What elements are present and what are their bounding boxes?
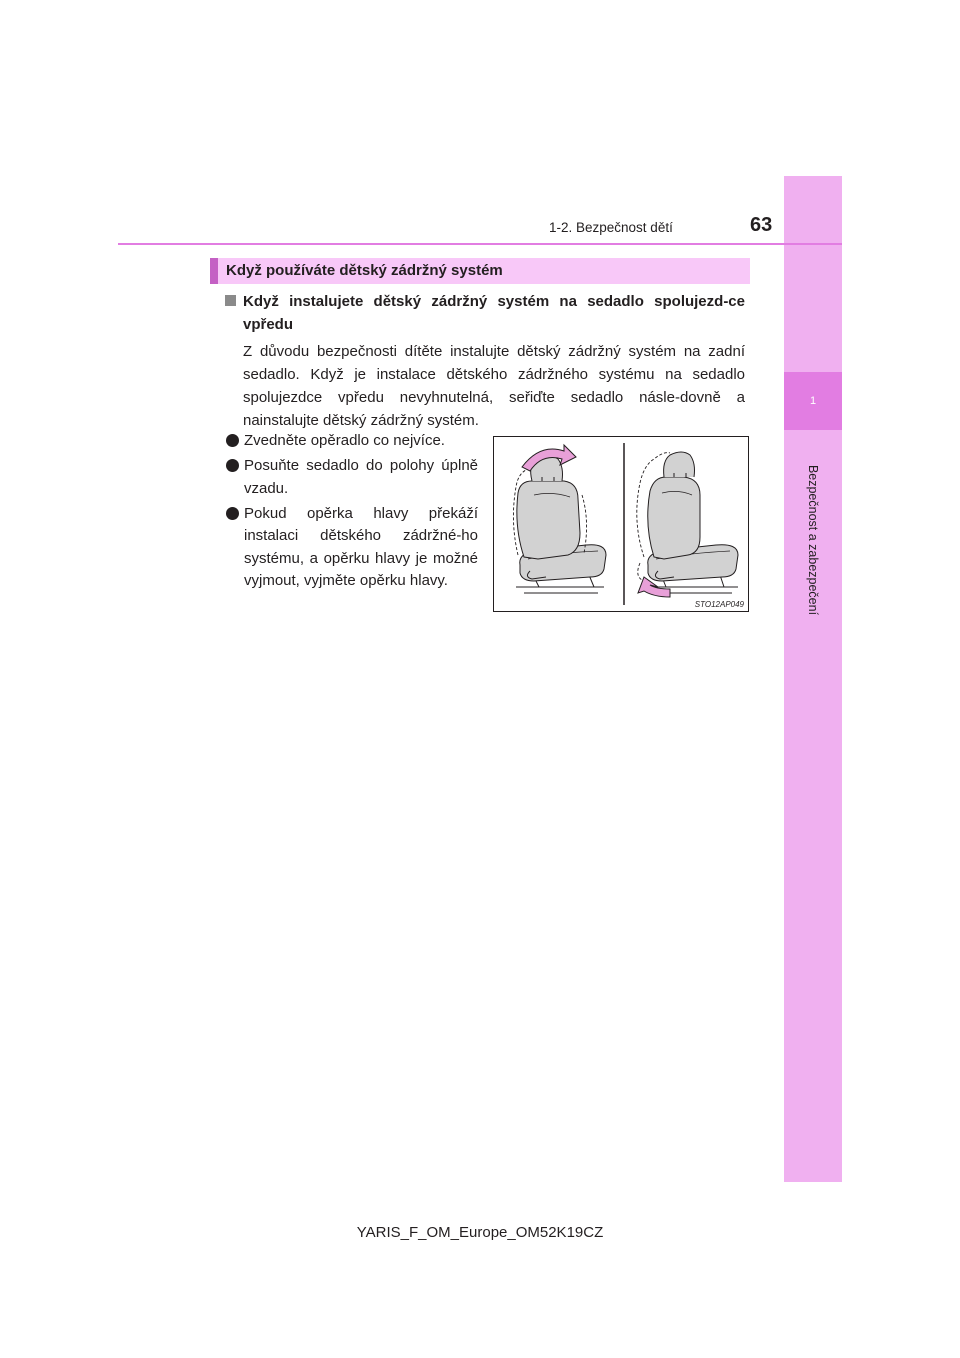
bullet-dot-icon <box>226 459 239 472</box>
seat-right-icon <box>637 452 738 593</box>
seat-illustration-svg <box>494 437 750 613</box>
list-item <box>226 503 478 593</box>
square-bullet-icon <box>225 295 236 306</box>
section-title-accent <box>210 258 218 284</box>
seat-adjustment-illustration <box>493 436 749 612</box>
subheading: Když instalujete dětský zádržný systém na sedadlo spolujezd-ce vpředu <box>243 293 745 333</box>
list-item <box>226 430 478 453</box>
bullet-dot-icon <box>226 434 239 447</box>
chapter-side-tab <box>784 176 842 1182</box>
chapter-number: 1 <box>784 372 842 430</box>
chapter-label: Bezpečnost a zabezpečení <box>806 464 820 616</box>
footer-doc-id: YARIS_F_OM_Europe_OM52K19CZ <box>356 1224 604 1241</box>
page-number: 63 <box>750 214 773 236</box>
figure-code: STO12AP049 <box>694 600 744 609</box>
header-rule <box>118 243 842 245</box>
instruction-list <box>226 430 478 595</box>
list-item <box>226 455 478 500</box>
header-section-title: 1-2. Bezpečnost dětí <box>549 220 673 235</box>
list-item-text: Zvedněte opěradlo co nejvíce. <box>244 432 445 449</box>
list-item-text: Posuňte sedadlo do polohy úplně vzadu. <box>244 457 478 497</box>
list-item-text: Pokud opěrka hlavy překáží instalaci dětského zádržné-ho systému, a opěrku hlavy je možné vyjmout, vyjměte opěrku hlavy. <box>244 504 478 589</box>
body-paragraph: Z důvodu bezpečnosti dítěte instalujte dětský zádržný systém na zadní sedadlo. Když je instalace dětského zádržného systému na sedadlo spolujezdce vpředu nevyhnutelná, seřiďte sedadlo násle-dovně a nainstalujte dětský zádržný systém. <box>243 343 745 429</box>
section-title: Když používáte dětský zádržný systém <box>226 262 503 279</box>
seat-left-icon <box>513 456 606 593</box>
bullet-dot-icon <box>226 507 239 520</box>
